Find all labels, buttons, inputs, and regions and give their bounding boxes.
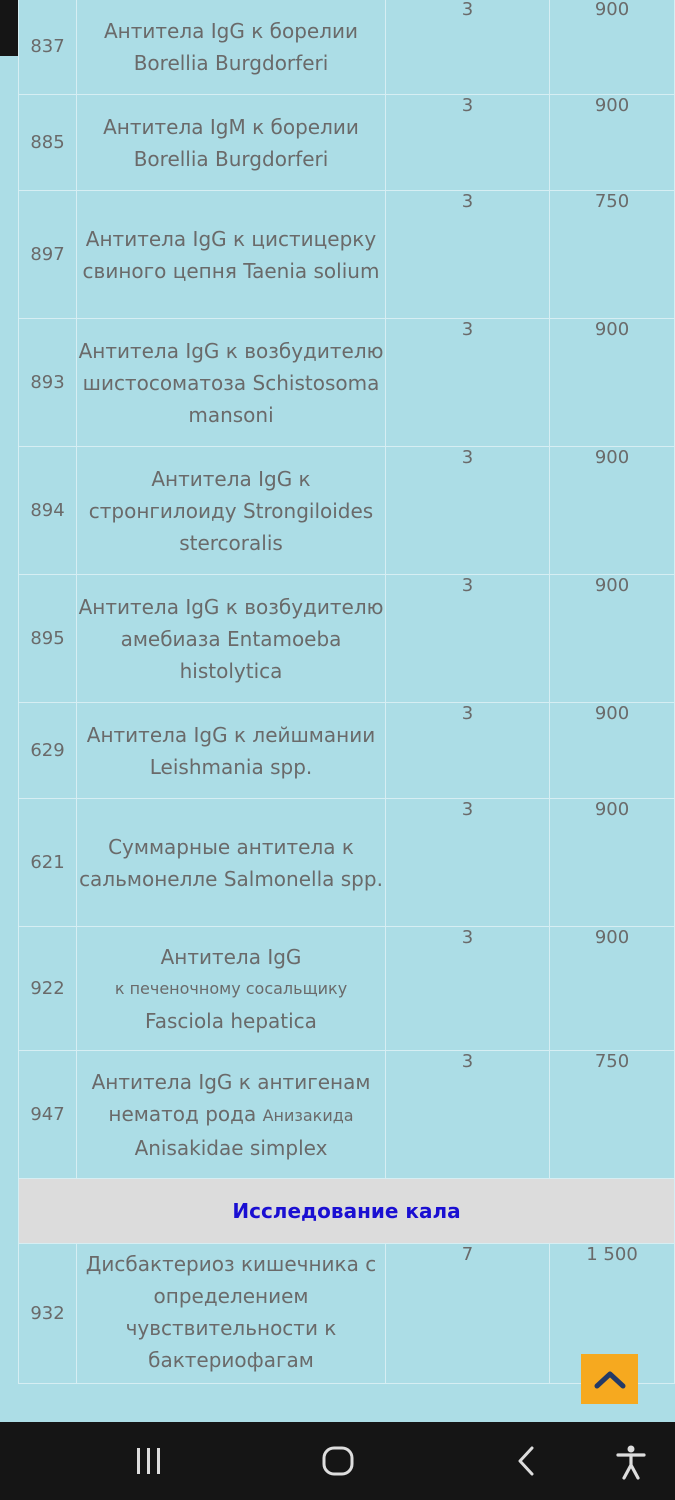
back-icon	[512, 1444, 542, 1478]
table-row	[19, 575, 675, 703]
row-name: Антитела IgG к возбудителю шистосоматоза Schistosoma mansoni	[77, 319, 386, 447]
row-days: 3	[386, 191, 550, 319]
accessibility-button[interactable]	[614, 1444, 648, 1484]
row-name: Антитела IgG к лейшмании Leishmania spp.	[77, 703, 386, 799]
home-icon	[320, 1444, 356, 1478]
row-days: 3	[386, 319, 550, 447]
row-code: 893	[19, 319, 77, 447]
row-days: 3	[386, 703, 550, 799]
row-days: 3	[386, 0, 550, 95]
row-name: Антитела IgM к борелии Borellia Burgdorferi	[77, 95, 386, 191]
row-code: 629	[19, 703, 77, 799]
scroll-to-top-button[interactable]	[581, 1354, 638, 1404]
row-code: 922	[19, 927, 77, 1051]
row-name-line	[77, 1098, 385, 1132]
table-row	[19, 95, 675, 191]
row-days: 3	[386, 95, 550, 191]
row-name: Антитела IgG к цистицерку свиного цепня Taenia solium	[77, 191, 386, 319]
row-code: 621	[19, 799, 77, 927]
row-price: 1 500	[550, 1244, 675, 1384]
chevron-up-icon	[593, 1368, 627, 1390]
row-price: 900	[550, 927, 675, 1051]
row-name: Антитела IgG к стронгилоиду Strongiloides stercoralis	[77, 447, 386, 575]
row-price: 900	[550, 319, 675, 447]
row-name	[77, 927, 386, 1051]
row-name-line: Fasciola hepatica	[145, 1008, 317, 1033]
row-days: 3	[386, 1051, 550, 1179]
row-days: 3	[386, 447, 550, 575]
row-code: 932	[19, 1244, 77, 1384]
table-row	[19, 191, 675, 319]
table-row	[19, 927, 675, 1051]
row-name: Антитела IgG к борелии Borellia Burgdorferi	[77, 0, 386, 95]
row-code: 894	[19, 447, 77, 575]
row-name-line: Anisakidae simplex	[134, 1135, 328, 1160]
row-days: 3	[386, 799, 550, 927]
row-name-line: Антитела IgG	[160, 944, 302, 969]
table-row	[19, 799, 675, 927]
row-name	[77, 1051, 386, 1179]
row-code: 885	[19, 95, 77, 191]
recent-apps-button[interactable]	[132, 1444, 166, 1482]
back-button[interactable]	[512, 1444, 542, 1482]
row-code: 897	[19, 191, 77, 319]
row-price: 750	[550, 1051, 675, 1179]
recent-apps-icon	[132, 1444, 166, 1478]
table-row	[19, 1244, 675, 1384]
row-name-part: нематод рода	[108, 1101, 257, 1126]
table-row	[19, 447, 675, 575]
row-name: Суммарные антитела к сальмонелле Salmonella spp.	[77, 799, 386, 927]
row-price: 900	[550, 575, 675, 703]
row-days: 7	[386, 1244, 550, 1384]
row-name: Дисбактериоз кишечника с определением чувствительности к бактериофагам	[77, 1244, 386, 1384]
table-row	[19, 703, 675, 799]
row-price: 900	[550, 799, 675, 927]
row-price: 900	[550, 447, 675, 575]
table-row	[19, 0, 675, 95]
row-price: 750	[550, 191, 675, 319]
table-row	[19, 1051, 675, 1179]
row-days: 3	[386, 575, 550, 703]
home-button[interactable]	[320, 1444, 356, 1482]
row-price: 900	[550, 95, 675, 191]
table-row	[19, 319, 675, 447]
row-code: 895	[19, 575, 77, 703]
row-code: 947	[19, 1051, 77, 1179]
section-title: Исследование кала	[19, 1179, 675, 1244]
accessibility-icon	[614, 1444, 648, 1480]
row-price: 900	[550, 703, 675, 799]
row-code: 837	[19, 0, 77, 95]
row-name-line: Антитела IgG к антигенам	[91, 1069, 371, 1094]
row-price: 900	[550, 0, 675, 95]
section-header-row	[19, 1179, 675, 1244]
navigation-bar	[0, 1422, 675, 1500]
price-table	[18, 0, 675, 1384]
row-days: 3	[386, 927, 550, 1051]
row-name-line: к печеночному сосальщику	[114, 978, 348, 998]
row-name: Антитела IgG к возбудителю амебиаза Entamoeba histolytica	[77, 575, 386, 703]
row-name-part: Анизакида	[262, 1105, 354, 1125]
